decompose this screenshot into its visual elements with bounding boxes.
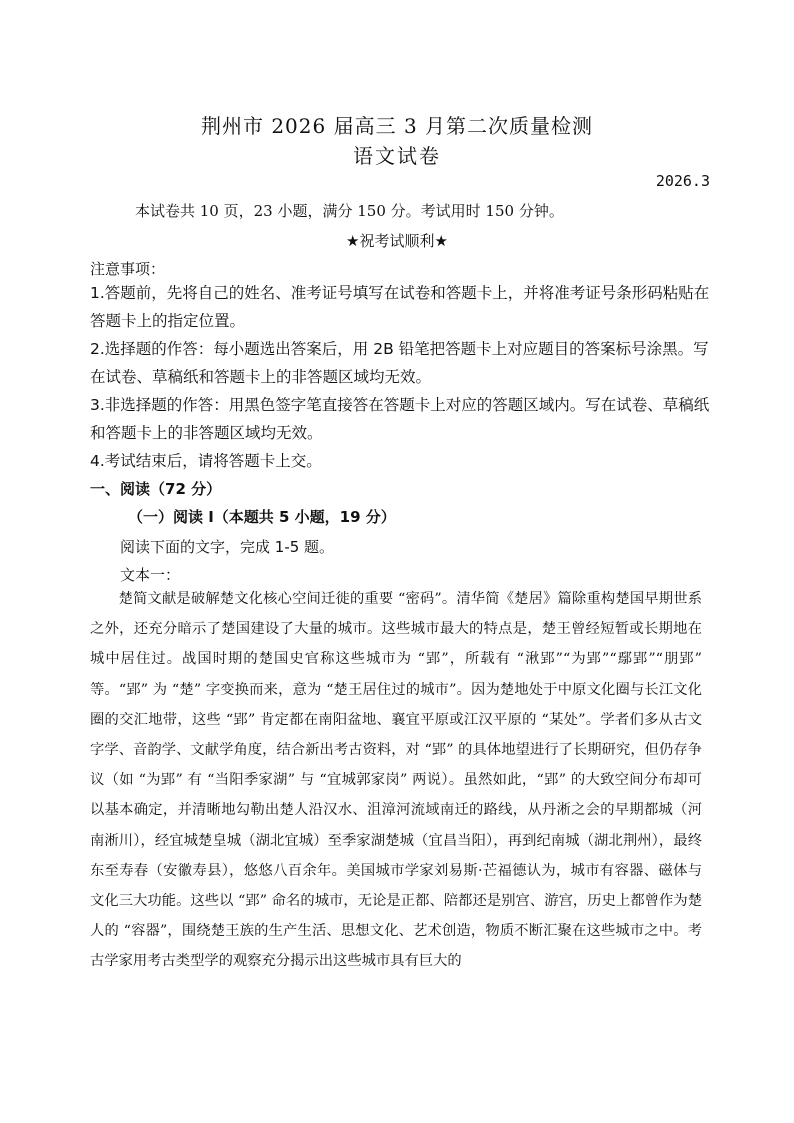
notice-item: 1.答题前，先将自己的姓名、准考证号填写在试卷和答题卡上，并将准考证号条形码粘贴在答题卡上的指定位置。	[90, 284, 710, 330]
exam-date: 2026.3	[655, 172, 710, 190]
notice-item: 3.非选择题的作答：用黑色签字笔直接答在答题卡上对应的答题区域内。写在试卷、草稿纸和答题卡上的非答题区域均无效。	[90, 396, 710, 442]
subsection-heading: （一）阅读 Ⅰ（本题共 5 小题，19 分）	[128, 508, 396, 526]
reading-passage: 楚简文献是破解楚文化核心空间迁徙的重要 “密码”。清华简《楚居》篇除重构楚国早期世系之外，还充分暗示了楚国建设了大量的城市。这些城市最大的特点是，楚王曾经短暂或长期地在城中居住过。战国时期的楚国史官称这些城市为 “郢”，所载有 “湫郢”“为郢”“鄢郢”“朋郢” 等。“郢” 为 “楚” 字变换而来，意为 “楚王居住过的城市”。因为楚地处于中原文化圈与长江文化圈的交汇地带，这些 “郢” 肯定都在南阳盆地、襄宜平原或江汉平原的 “某处”。学者们多从古文字学、音韵学、文献学角度，结合新出考古资料，对 “郢” 的具体地望进行了长期研究，但仍存争议（如 “为郢” 有 “当阳季家湖” 与 “宜城郭家岗” 两说）。虽然如此，“郢” 的大致空间分布却可以基本确定，并清晰地勾勒出楚人沿汉水、沮漳河流域南迁的路线，从丹淅之会的早期都城（河南淅川），经宜城楚皇城（湖北宜城）至季家湖楚城（宜昌当阳），再到纪南城（湖北荆州），最终东至寿春（安徽寿县），悠悠八百余年。美国城市学家刘易斯·芒福德认为，城市有容器、磁体与文化三大功能。这些以 “郢” 命名的城市，无论是正都、陪都还是别宫、游宫，历史上都曾作为楚人的 “容器”，围绕楚王族的生产生活、思想文化、艺术创造，物质不断汇聚在这些城市之中。考古学家用考古类型学的观察充分揭示出这些城市具有巨大的	[90, 591, 702, 970]
section-heading: 一、阅读（72 分）	[90, 480, 222, 498]
text-one-label: 文本一：	[120, 566, 181, 584]
reading-instruction: 阅读下面的文字，完成 1-5 题。	[120, 538, 335, 556]
exam-info: 本试卷共 10 页，23 小题，满分 150 分。考试用时 150 分钟。	[135, 202, 564, 220]
exam-subtitle: 语文试卷	[353, 144, 441, 168]
notices-heading: 注意事项：	[90, 260, 166, 278]
notice-item: 2.选择题的作答：每小题选出答案后，用 2B 铅笔把答题卡上对应题目的答案标号涂黑。写在试卷、草稿纸和答题卡上的非答题区域均无效。	[90, 340, 709, 386]
exam-title: 荆州市 2026 届高三 3 月第二次质量检测	[200, 114, 594, 138]
notices-list	[90, 279, 710, 475]
notice-item: 4.考试结束后，请将答题卡上交。	[90, 452, 322, 470]
good-luck-line: ★祝考试顺利★	[346, 232, 448, 250]
